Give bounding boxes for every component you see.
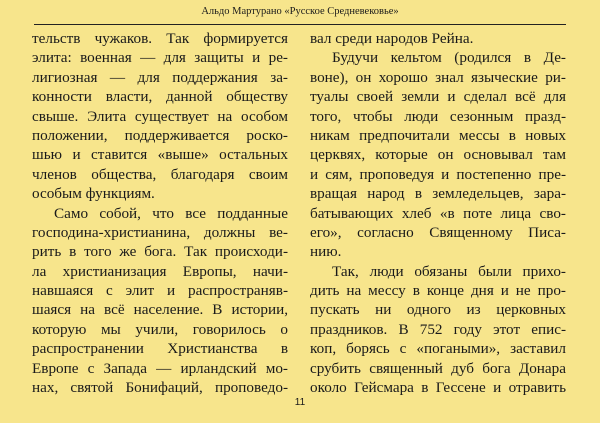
text-line: воне), он хорошо знал языческие ри-	[310, 68, 566, 86]
text-line: вал среди народов Рейна.	[310, 30, 474, 47]
text-line: элита: военная — для защиты и ре-	[32, 49, 288, 67]
text-line: пускать ни одного из церковных	[310, 301, 566, 319]
text-line: того, чтобы люди сезонным празд-	[310, 107, 566, 125]
text-line: церквях, которые он основывал там	[310, 146, 566, 164]
text-line: Само собой, что все подданные	[54, 204, 288, 222]
text-line: около Гейсмара в Гессене и отравить	[310, 379, 566, 397]
text-line: особым функциям.	[32, 185, 155, 203]
left-column	[32, 29, 288, 397]
text-line: ла христианизация Европы, начи-	[32, 262, 288, 280]
text-line: навшаяся с элит и распространяв-	[32, 282, 288, 300]
running-header: Альдо Мартурано «Русское Средневековье»	[201, 6, 399, 17]
text-line: свыше. Элита существует на особом	[32, 107, 288, 125]
text-line: коп, борясь с «погаными», заставил	[310, 340, 566, 358]
text-line: тельств чужаков. Так формируется	[32, 30, 288, 47]
text-line: туалы своей земли и сделал всё для	[310, 88, 566, 106]
text-line: распространении Христианства в	[32, 340, 288, 358]
text-line: праздников. В 752 году этот епис-	[310, 320, 566, 338]
text-line: никам предпочитали мессы в новых	[310, 126, 566, 144]
text-line: и сям, проповедуя и постепенно пре-	[310, 165, 566, 183]
text-line: господина-христианина, должны ве-	[32, 223, 288, 241]
right-column	[310, 29, 566, 397]
page-number: 11	[294, 397, 306, 408]
text-line: его», согласно Священному Писа-	[310, 223, 566, 241]
text-line: членов общества, благодаря своим	[32, 165, 288, 183]
text-line: Будучи кельтом (родился в Де-	[332, 49, 566, 67]
text-line: шаяся на всё население. В истории,	[32, 301, 288, 319]
text-line: нию.	[310, 243, 342, 261]
text-line: шью и ставится «выше» остальных	[32, 146, 288, 164]
text-line: рить в того же бога. Так происходи-	[32, 243, 288, 261]
header-rule	[34, 24, 566, 25]
text-line: дить на мессу в конце дня и не про-	[310, 282, 566, 300]
text-line: срубить священный дуб бога Донара	[310, 359, 566, 377]
text-line: которую мы учили, говорилось о	[32, 320, 288, 338]
text-line: лигиозная — для поддержания за-	[32, 68, 288, 86]
text-line: нах, святой Бонифаций, проповедо-	[32, 379, 288, 397]
text-line: конности власти, данной обществу	[32, 88, 288, 106]
text-line: вращая народ в земледельцев, зара-	[310, 185, 566, 203]
text-line: батывающих хлеб «в поте лица сво-	[310, 204, 566, 222]
text-line: Так, люди обязаны были прихо-	[332, 262, 566, 280]
text-line: Европе с Запада — ирландский мо-	[32, 359, 288, 377]
text-line: положении, поддерживается роско-	[32, 126, 288, 144]
